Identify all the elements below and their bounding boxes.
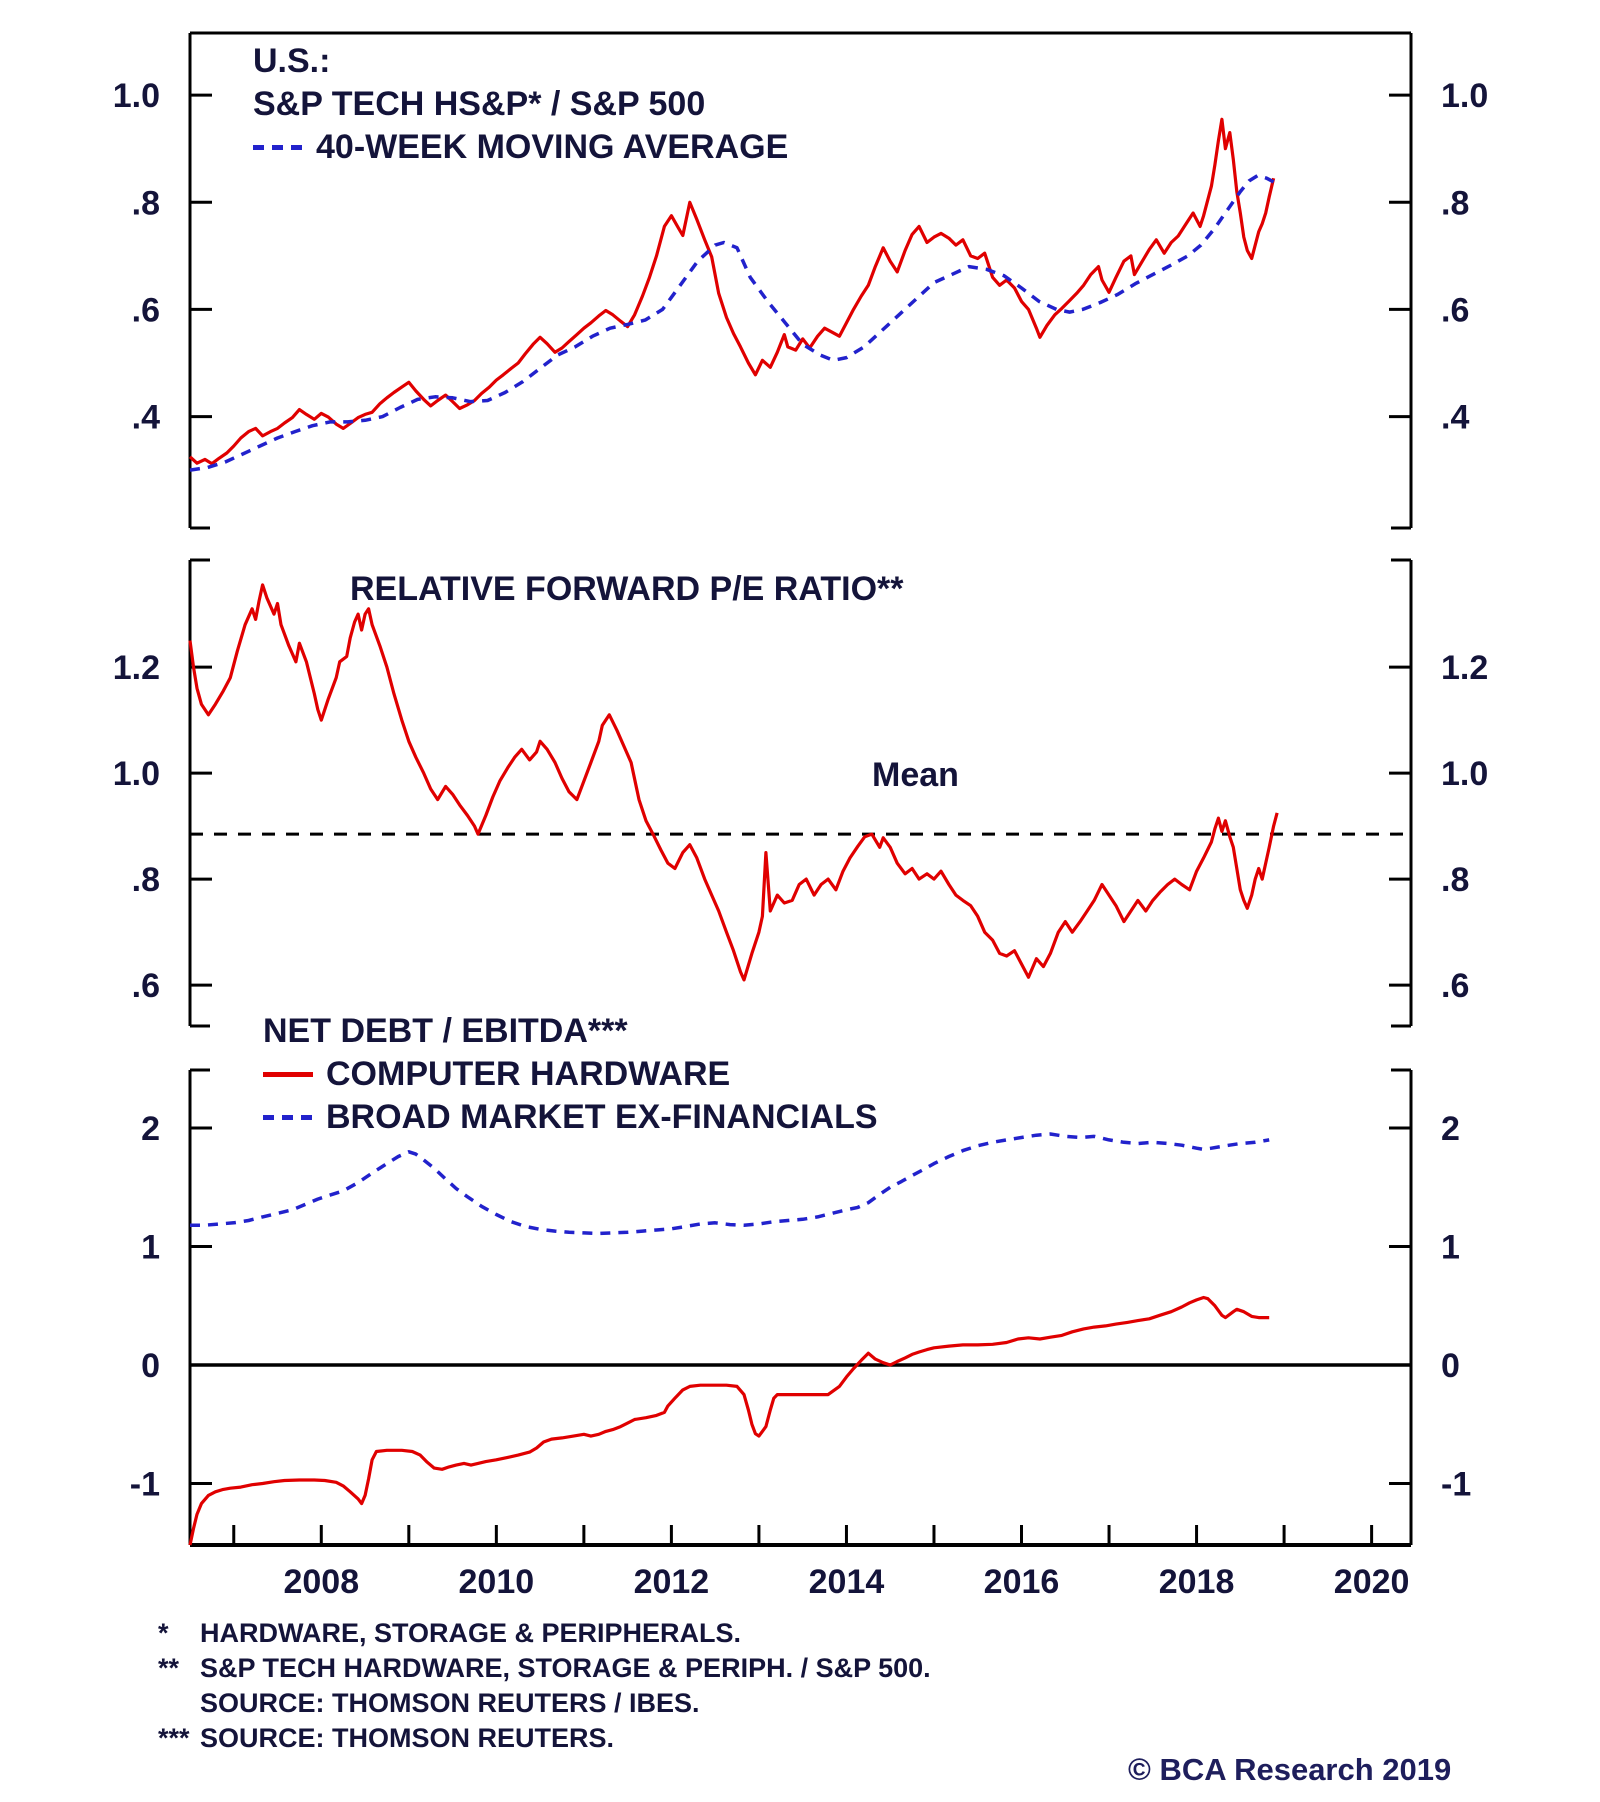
middle-panel-title: RELATIVE FORWARD P/E RATIO** [350,570,904,608]
y-tick-label-left: -1 [129,1465,160,1504]
bottom-series2-label: BROAD MARKET EX-FINANCIALS [326,1098,878,1136]
y-tick-label-left: .4 [131,398,160,437]
y-tick-label-right: 1.0 [1441,77,1489,116]
y-tick-label-right: -1 [1441,1465,1472,1504]
y-tick-label-right: 1 [1441,1228,1460,1267]
blue-dashed-line-swatch [263,1115,313,1120]
y-tick-label-right: .8 [1441,861,1470,900]
y-tick-label-right: .8 [1441,184,1470,223]
x-axis-label: 2008 [283,1563,360,1601]
y-tick-label-left: .6 [131,291,160,330]
y-tick-label-right: 0 [1441,1347,1460,1386]
y-tick-label-left: 0 [141,1347,160,1386]
series-line-red-solid [190,585,1277,980]
y-tick-label-left: .8 [131,184,160,223]
y-tick-label-left: 2 [141,1110,160,1149]
footnote-line: SOURCE: THOMSON REUTERS / IBES. [200,1688,700,1718]
footnote-line: *** SOURCE: THOMSON REUTERS. [158,1723,615,1753]
y-tick-label-right: .6 [1441,967,1470,1006]
mean-line-label: Mean [872,756,959,794]
top-series2-label: 40-WEEK MOVING AVERAGE [316,128,789,166]
y-tick-label-right: .4 [1441,398,1470,437]
y-tick-label-left: .8 [131,861,160,900]
x-axis-label: 2014 [808,1563,885,1601]
red-solid-line-swatch [263,1072,313,1077]
x-axis-label: 2016 [983,1563,1060,1601]
y-tick-label-right: .6 [1441,291,1470,330]
y-tick-label-left: 1.2 [112,649,160,688]
y-tick-label-left: .6 [131,967,160,1006]
bottom-panel-legend [263,1010,878,1139]
x-axis-label: 2010 [458,1563,535,1601]
top-panel-legend [253,40,788,169]
bottom-series1-label: COMPUTER HARDWARE [326,1055,731,1093]
series-line-blue-dashed [190,1134,1269,1234]
x-axis-label: 2020 [1333,1563,1410,1601]
copyright-notice: © BCA Research 2019 [1128,1752,1452,1787]
bottom-panel-title: NET DEBT / EBITDA*** [263,1012,628,1050]
series-line-red-solid [190,1298,1269,1546]
x-axis-label: 2018 [1158,1563,1235,1601]
footnote-line: * HARDWARE, STORAGE & PERIPHERALS. [158,1618,742,1648]
y-tick-label-left: 1 [141,1228,160,1267]
y-tick-label-right: 1.2 [1441,649,1489,688]
y-tick-label-left: 1.0 [112,77,160,116]
footnotes [158,1616,931,1756]
footnote-line: ** S&P TECH HARDWARE, STORAGE & PERIPH. / S&P 500. [158,1653,931,1683]
series-line-blue-dashed [190,176,1274,471]
region-label: U.S.: [253,42,331,80]
blue-dashed-line-swatch [253,145,303,150]
top-series1-label: S&P TECH HS&P* / S&P 500 [253,85,706,123]
series-line-red-solid [190,119,1274,463]
x-axis-label: 2012 [633,1563,710,1601]
y-tick-label-left: 1.0 [112,755,160,794]
y-tick-label-right: 1.0 [1441,755,1489,794]
y-tick-label-right: 2 [1441,1110,1460,1149]
